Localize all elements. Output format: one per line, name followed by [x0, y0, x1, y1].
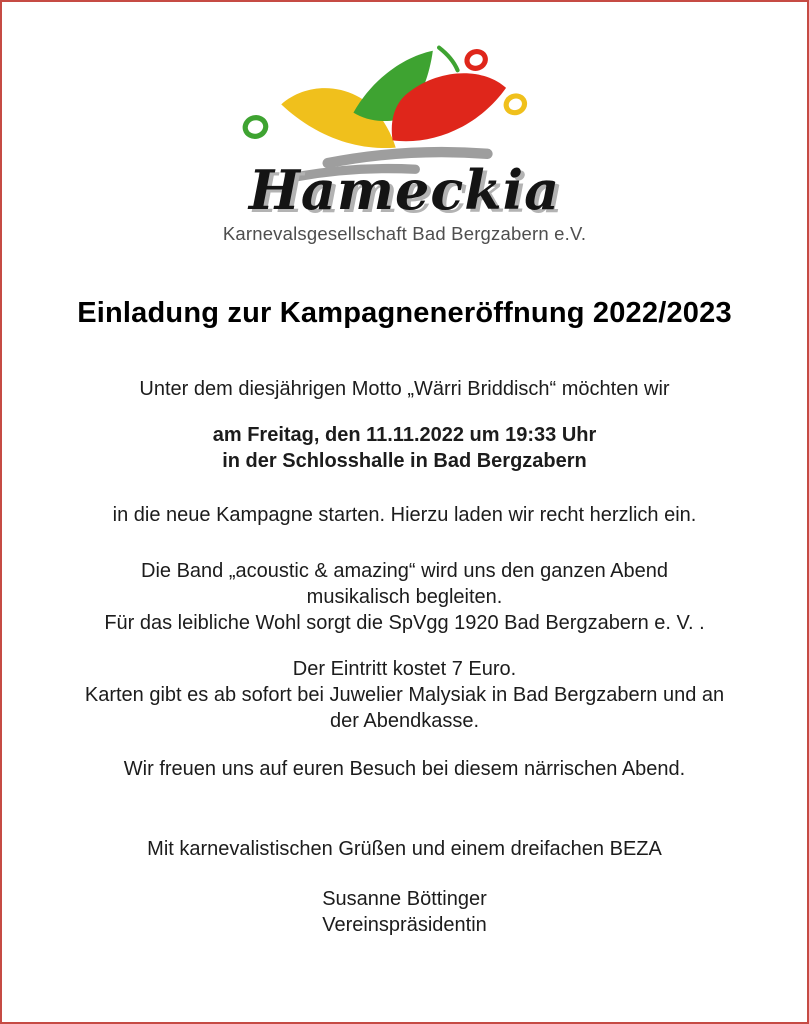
signature-name: Susanne Böttinger: [322, 888, 487, 911]
band-line-1: Die Band „acoustic & amazing“ wird uns den ganzen Abend: [141, 560, 668, 583]
ticket-paragraph: [32, 656, 777, 734]
campaign-start-paragraph: [32, 502, 777, 528]
greeting-line: Mit karnevalistischen Grüßen und einem dreifachen BEZA: [147, 838, 662, 861]
logo-subtitle: Karnevalsgesellschaft Bad Bergzabern e.V.: [222, 223, 587, 245]
red-ring-icon: [464, 49, 487, 71]
band-line-2: musikalisch begleiten.: [306, 586, 503, 609]
campaign-start-line: in die neue Kampagne starten. Hierzu laden wir recht herzlich ein.: [112, 504, 697, 527]
ticket-sales-line-1: Karten gibt es ab sofort bei Juwelier Malysiak in Bad Bergzabern und an: [84, 684, 725, 707]
closing-line: Wir freuen uns auf euren Besuch bei diesem närrischen Abend.: [123, 758, 686, 781]
event-date-line: am Freitag, den 11.11.2022 um 19:33 Uhr: [212, 424, 597, 447]
club-logo: [2, 2, 807, 245]
greeting-paragraph: [32, 836, 777, 862]
page-title: Einladung zur Kampagneneröffnung 2022/2023: [77, 297, 732, 330]
closing-paragraph: [32, 756, 777, 782]
band-paragraph: [32, 558, 777, 636]
logo-wordmark: Hameckia: [248, 158, 561, 222]
intro-paragraph: [32, 376, 777, 402]
intro-line: Unter dem diesjährigen Motto „Wärri Briddisch“ möchten wir: [139, 378, 670, 401]
green-ring-icon: [243, 115, 268, 138]
event-datetime-paragraph: [32, 422, 777, 474]
signature-block: [32, 886, 777, 938]
signature-role: Vereinspräsidentin: [322, 914, 487, 937]
ticket-sales-line-2: der Abendkasse.: [330, 710, 479, 733]
entry-price-line: Der Eintritt kostet 7 Euro.: [292, 658, 517, 681]
catering-line: Für das leibliche Wohl sorgt die SpVgg 1920 Bad Bergzabern e. V. .: [104, 612, 705, 635]
event-location-line: in der Schlosshalle in Bad Bergzabern: [222, 450, 587, 473]
yellow-ring-icon: [503, 93, 526, 115]
